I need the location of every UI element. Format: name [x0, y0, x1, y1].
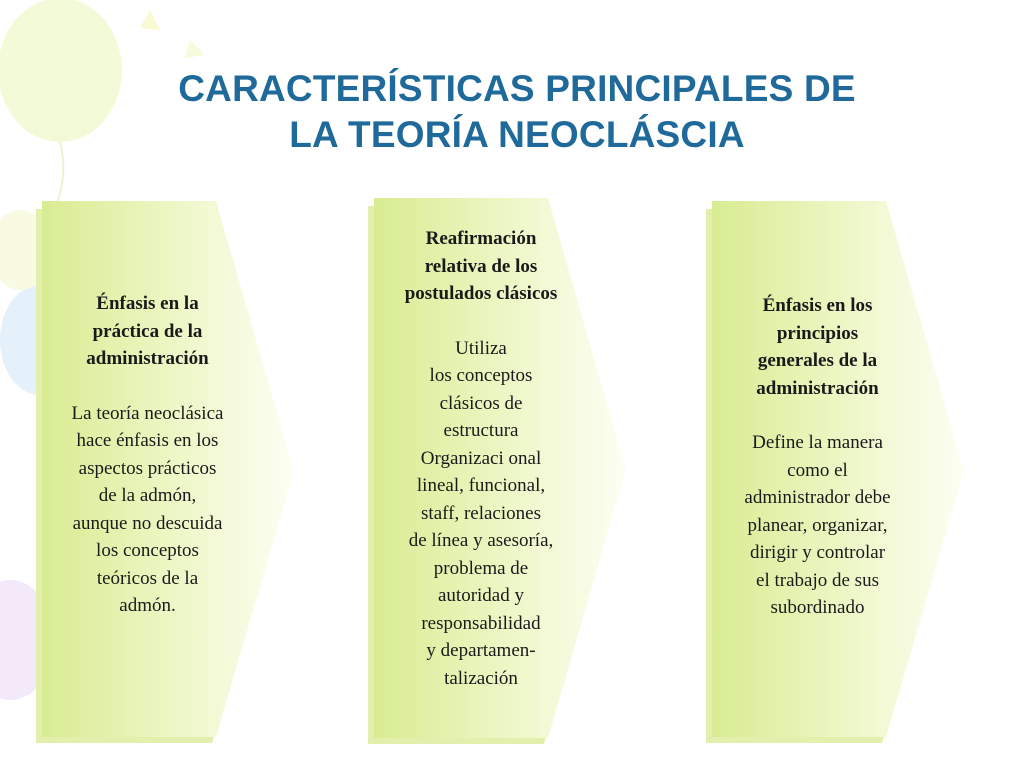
slide-title	[60, 66, 974, 158]
panel-1-heading-line: práctica de la	[92, 320, 203, 342]
panel-1-body-line: aspectos prácticos	[78, 457, 217, 479]
panel-2-body-line: autoridad y	[437, 585, 524, 606]
panel-1-body-line: hace énfasis en los	[76, 430, 219, 451]
panel-2-body-line: staff, relaciones	[421, 502, 541, 524]
panel-3-body-line: como el	[787, 459, 848, 481]
panel-3-body-line: el trabajo de sus	[756, 569, 879, 591]
panel-1-body-line: La teoría neoclásica	[71, 402, 224, 424]
panel-2-heading-line: Reafirmación	[425, 228, 537, 249]
panel-text-3	[700, 292, 935, 622]
panel-2-body-line: Utiliza	[455, 337, 507, 359]
panel-2-body-line: problema de	[433, 557, 529, 579]
panel-2-heading-line: postulados clásicos	[404, 283, 558, 304]
panel-1-body-line: teóricos de la	[96, 567, 199, 589]
panel-2-body-line: y departamen-	[426, 640, 536, 661]
panel-text-2	[362, 225, 600, 692]
panel-3-body-line: planear, organizar,	[747, 514, 888, 536]
panel-3-heading-line: generales de la	[757, 350, 878, 371]
panel-2-body-line: de línea y asesoría,	[408, 530, 554, 551]
panel-2-body-line: Organizaci onal	[420, 447, 542, 469]
panel-3-heading-line: Énfasis en los	[762, 295, 873, 316]
panel-3-body-line: administrador debe	[744, 487, 891, 508]
panel-2-body-line: lineal, funcional,	[416, 475, 546, 496]
panel-2-body-line: responsabilidad	[421, 612, 541, 634]
panel-1-body-line: aunque no descuida	[72, 512, 223, 534]
panel-2-heading-line: relativa de los	[424, 255, 538, 277]
panel-1-heading-line: Énfasis en la	[96, 293, 199, 314]
panel-1-body-line: de la admón,	[98, 485, 197, 506]
panel-3-body-line: subordinado	[770, 597, 865, 618]
panel-2-body-line: clásicos de	[439, 392, 523, 414]
panel-1-heading-line: administración	[86, 348, 209, 369]
panel-text-1	[30, 290, 265, 620]
panel-3-body-line: dirigir y controlar	[749, 542, 886, 563]
panel-2-body-line: los conceptos	[429, 365, 533, 386]
title-line-2: LA TEORÍA NEOCLÁSCIA	[289, 114, 745, 155]
panel-2-body-line: talización	[444, 667, 518, 689]
title-line-1: CARACTERÍSTICAS PRINCIPALES DE	[178, 68, 856, 109]
panel-3-body-line: Define la manera	[752, 432, 883, 453]
panel-1-body-line: admón.	[119, 595, 176, 616]
panel-2-body-line: estructura	[443, 420, 519, 441]
panel-3-heading-line: administración	[756, 377, 879, 399]
panel-1-body-line: los conceptos	[96, 540, 199, 561]
panel-3-heading-line: principios	[776, 322, 859, 344]
